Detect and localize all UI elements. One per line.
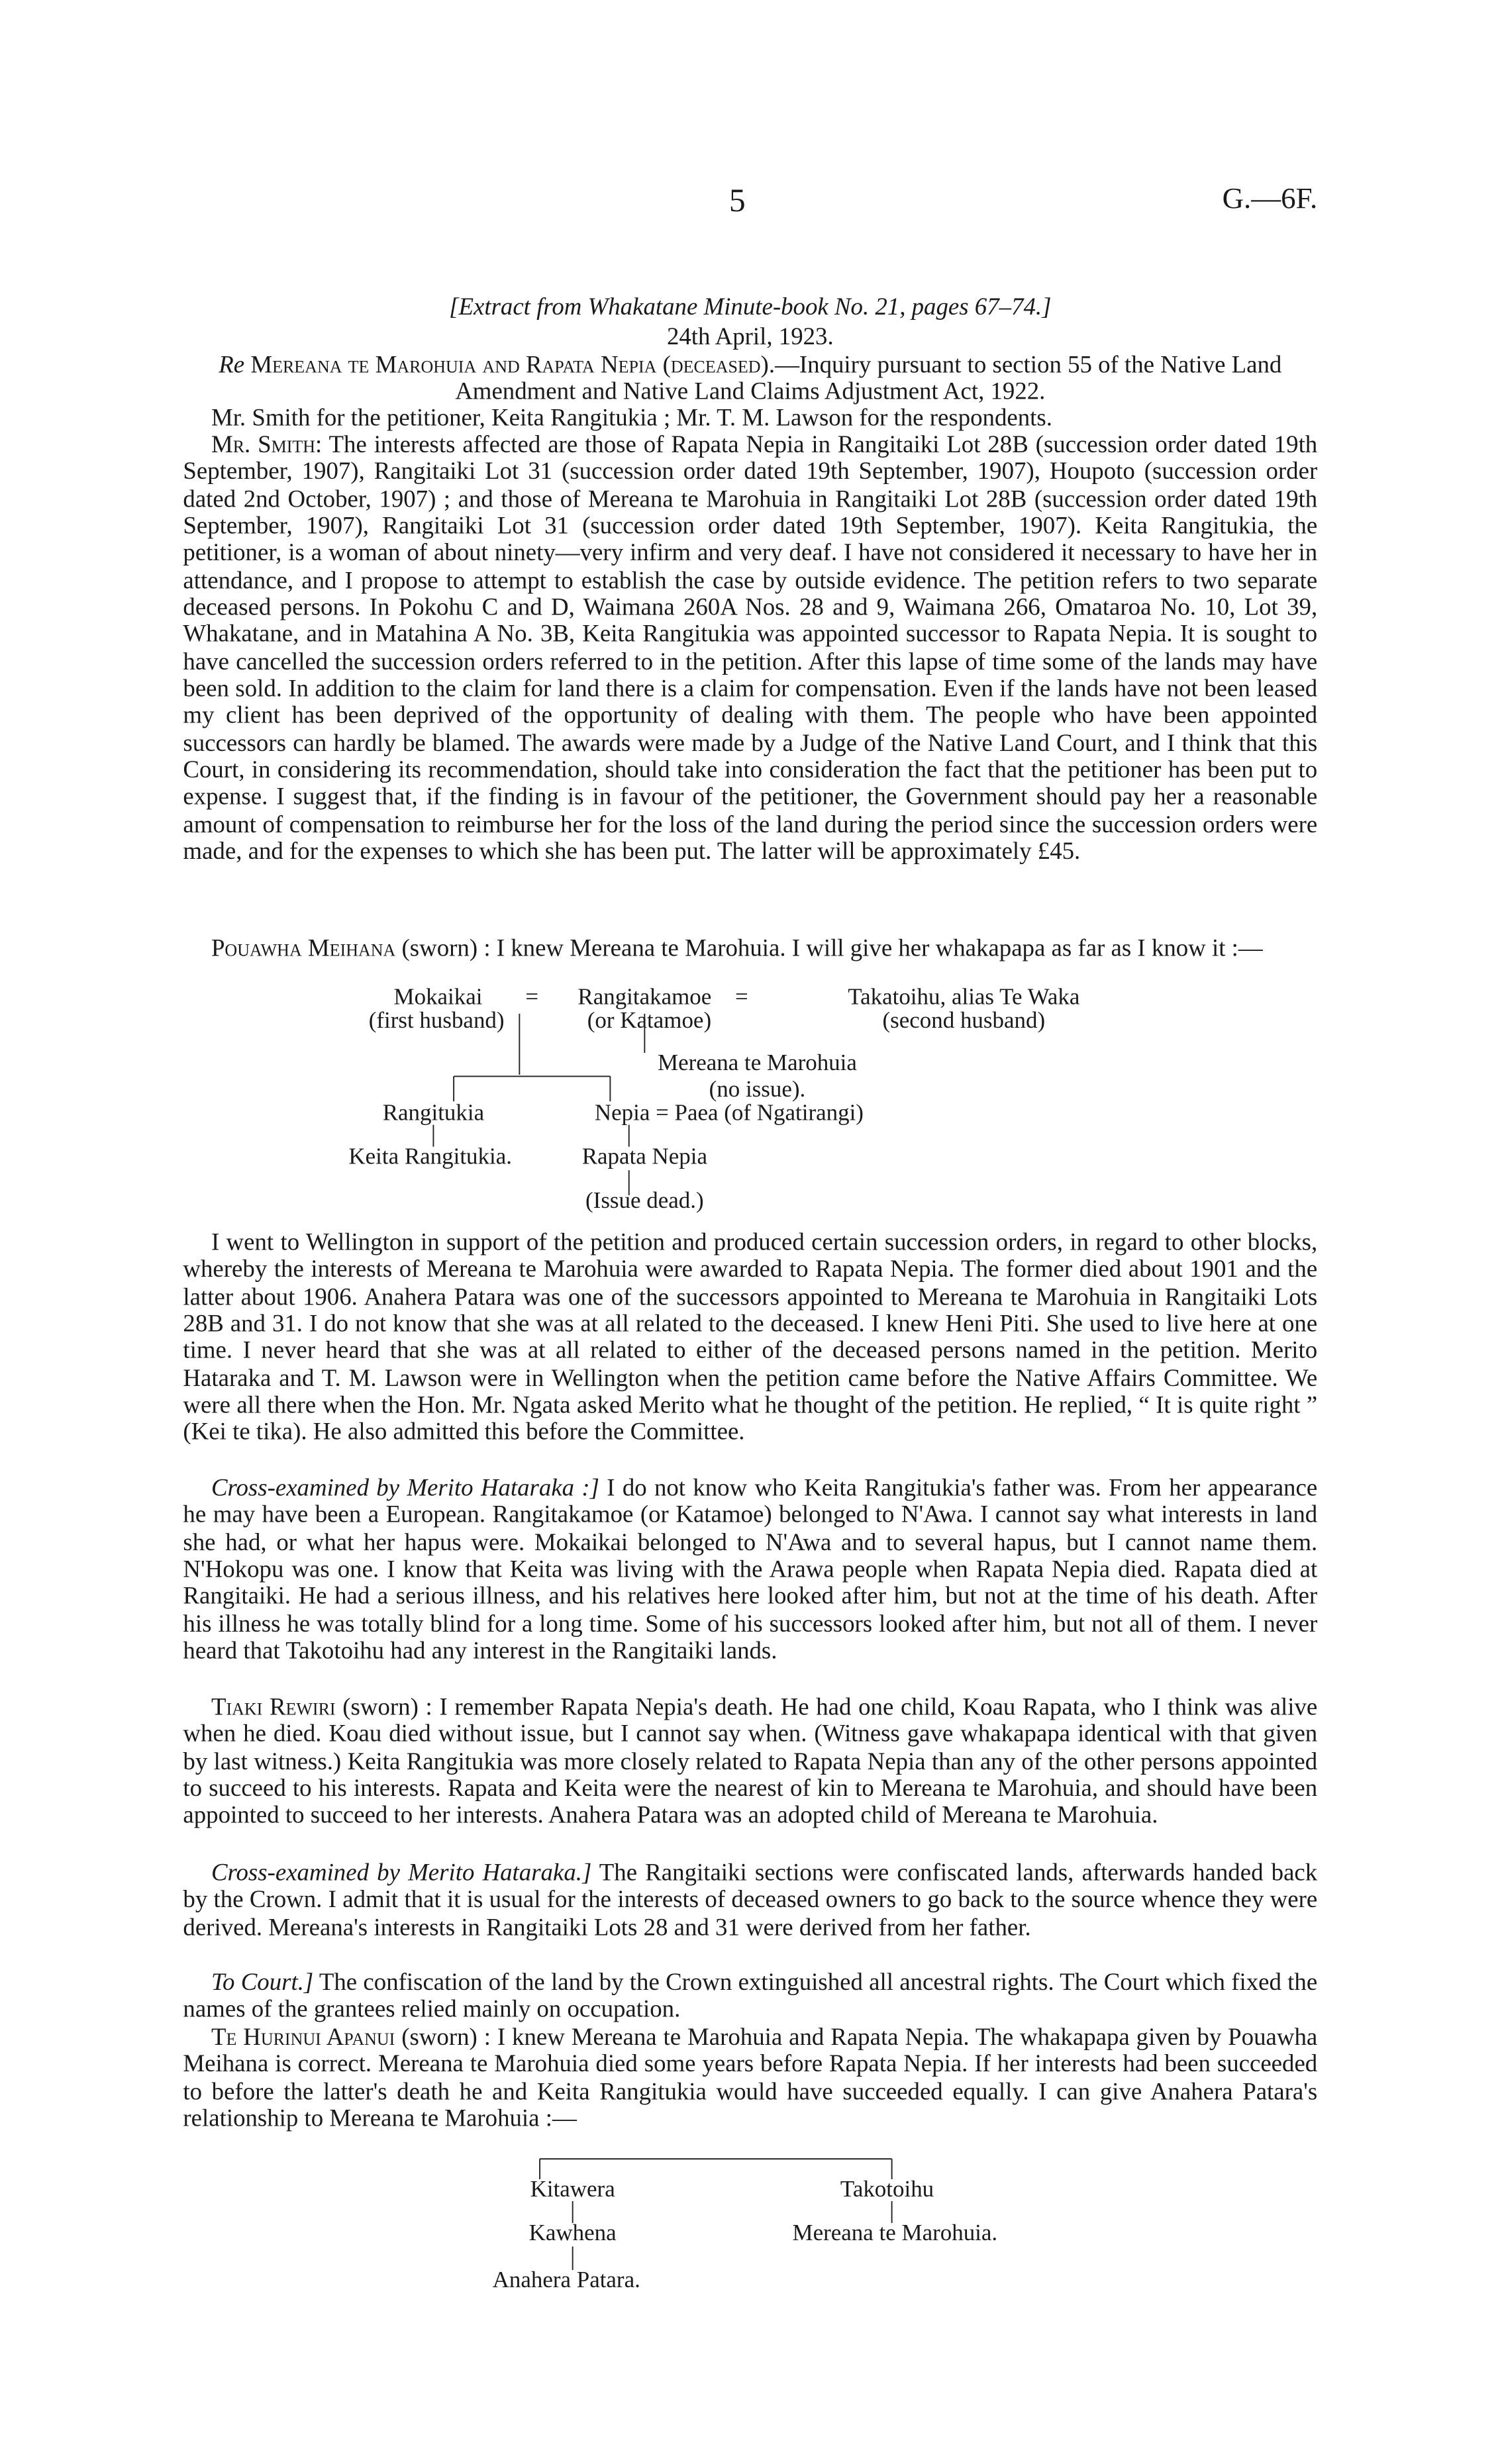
case-description: —Inquiry pursuant to section 55 of the Native Land Amendment and Native Land Claims Adjustment Act, 1922. — [455, 352, 1282, 405]
tree-node: Rangitakamoe — [577, 985, 712, 1011]
section-heading: Cross-examined by Merito Hataraka :] — [211, 1475, 599, 1502]
statement-text: (sworn) : I knew Mereana te Marohuia and Rapata Nepia. The whakapapa given by Pouawha Meihana is correct. Mereana te Marohuia died some years before Rapata Nepia. If her interests had been succeeded to before the latter's death he and Keita Rangitukia would have succeeded equally. I can give Anahera Patara's relationship to Mereana te Marohuia :— — [183, 2024, 1318, 2133]
tree-node: Takotoihu — [840, 2177, 934, 2203]
tree-note: (second husband) — [882, 1009, 1046, 1034]
tree-node: Mokaikai — [393, 985, 483, 1011]
tree-node: Kawhena — [528, 2221, 617, 2247]
counsel-line: Mr. Smith for the petitioner, Keita Rangitukia ; Mr. T. M. Lawson for the respondents. — [211, 405, 1052, 432]
tree-node: Rapata Nepia — [581, 1145, 707, 1171]
extract-heading: [Extract from Whakatane Minute-book No. 21, pages 67–74.] — [449, 294, 1052, 321]
tree-node: Mereana te Marohuia — [658, 1051, 857, 1077]
statement-text: The confiscation of the land by the Crown extinguished all ancestral rights. The Court which fixed the names of the grantees relied mainly on occupation. — [183, 1969, 1318, 2024]
speaker: Te Hurinui Apanui — [211, 2024, 395, 2051]
statement-text: : The interests affected are those of Rapata Nepia in Rangitaiki Lot 28B (succession order dated 19th September, 1907), Rangitaiki Lot 31 (succession order dated 19th September, 1907), Houpoto (succession order dated 2nd October, 1907) ; and those of Mereana te Marohuia in Rangitaiki Lot 28B (succession order dated 19th September, 1907), Rangitaiki Lot 31 (succession order dated 19th September, 1907). Keita Rangitukia, the petitioner, is a woman of about ninety—very infirm and very deaf. I have not considered it necessary to have her in attendance, and I propose to attempt to establish the case by outside evidence. The petition refers to two separate deceased persons. In Pokohu C and D, Waimana 260A Nos. 28 and 9, Waimana 266, Omataroa No. 10, Lot 39, Whakatane, and in Matahina A No. 3B, Keita Rangitukia was appointed successor to Rapata Nepia. It is sought to have cancelled the succession orders referred to in the petition. After this lapse of time some of the lands may have been sold. In addition to the claim for land there is a claim for compensation. Even if the lands have not been leased my client has been deprived of the opportunity of dealing with them. The people who have been appointed successors can hardly be blamed. The awards were made by a Judge of the Native Land Court, and I think that this Court, in considering its recommendation, should take into consideration the fact that the petitioner has been put to expense. I suggest that, if the finding is in favour of the petitioner, the Government should pay her a reasonable amount of compensation to reimburse her for the loss of the land during the period since the succession orders were made, and for the expenses to which she has been put. The latter will be approximately £45. — [183, 432, 1318, 865]
marriage-sign: = — [734, 985, 748, 1011]
statement-text: I do not know who Keita Rangitukia's father was. From her appearance he may have been a European. Rangitakamoe (or Katamoe) belonged to N'Awa. I cannot say what interests in land she had, or what her hapus were. Mokaikai belonged to N'Awa and to several hapus, but I cannot name them. N'Hokopu was one. I know that Keita was living with the Arawa people when Rapata Nepia died. Rapata died at Rangitaiki. He had a serious illness, and his relatives here looked after him, but not at the time of his death. After his illness he was totally blind for a long time. Some of his successors looked after him, but not all of them. I never heard that Takotoihu had any interest in the Rangitaiki lands. — [183, 1475, 1318, 1665]
deceased-names: Mereana te Marohuia and Rapata Nepia (deceased). — [250, 352, 776, 379]
tree-note: (first husband) — [368, 1009, 505, 1034]
tree-node: Keita Rangitukia. — [348, 1145, 512, 1171]
statement-text: (sworn) : I remember Rapata Nepia's death. He had one child, Koau Rapata, who I think was alive when he died. Koau died without issue, but I cannot say when. (Witness gave whakapapa identical with that given by last witness.) Keita Rangitukia was more closely related to Rapata Nepia than any of the other persons appointed to succeed to his interests. Rapata and Keita were the nearest of kin to Mereana te Marohuia, and should have been appointed to succeed to her interests. Anahera Patara was an adopted child of Mereana te Marohuia. — [183, 1694, 1318, 1830]
tree-note: (no issue). — [709, 1077, 806, 1103]
marriage-sign: = — [525, 985, 539, 1011]
document-reference: G.—6F. — [1222, 183, 1318, 217]
re-prefix: Re — [219, 352, 245, 379]
tree-node: Nepia = Paea (of Ngatirangi) — [594, 1101, 864, 1126]
tree-node: Kitawera — [530, 2177, 615, 2203]
hearing-date: 24th April, 1923. — [666, 324, 834, 351]
speaker: Pouawha Meihana — [211, 935, 396, 962]
speaker: Mr. Smith — [211, 432, 316, 459]
tree-note: (or Katamoe) — [587, 1009, 712, 1034]
statement-text: (sworn) : I knew Mereana te Marohuia. I will give her whakapapa as far as I know it :— — [395, 935, 1263, 962]
tree-node: Rangitukia — [382, 1101, 485, 1126]
statement-text: The Rangitaiki sections were confiscated lands, afterwards handed back by the Crown. I admit that it is usual for the interests of deceased owners to go back to the source whence they were derived. Mereana's interests in Rangitaiki Lots 28 and 31 were derived from her father. — [183, 1860, 1318, 1942]
section-heading: To Court.] — [211, 1969, 314, 1996]
tree-node: Anahera Patara. — [492, 2268, 640, 2294]
section-heading: Cross-examined by Merito Hataraka.] — [211, 1860, 592, 1887]
speaker: Tiaki Rewiri — [211, 1694, 336, 1721]
wellington-evidence: I went to Wellington in support of the petition and produced certain succession orders, in regard to other blocks, whereby the interests of Mereana te Marohuia were awarded to Rapata Nepia. The former died about 1901 and the latter about 1906. Anahera Patara was one of the successors appointed to Mereana te Marohuia in Rangitaiki Lots 28B and 31. I do not know that she was at all related to the deceased. I knew Heni Piti. She used to live here at one time. I never heard that she was at all related to either of the deceased persons named in the petition. Merito Hataraka and T. M. Lawson were in Wellington when the petition came before the Native Affairs Committee. We were all there when the Hon. Mr. Ngata asked Merito what he thought of the petition. He replied, “ It is quite right ” (Kei te tika). He also admitted this before the Committee. — [183, 1229, 1318, 1446]
tree-note: (Issue dead.) — [585, 1189, 704, 1214]
page-number: 5 — [728, 181, 746, 219]
tree-node: Takatoihu, alias Te Waka — [848, 985, 1080, 1011]
tree-node: Mereana te Marohuia. — [792, 2221, 998, 2247]
